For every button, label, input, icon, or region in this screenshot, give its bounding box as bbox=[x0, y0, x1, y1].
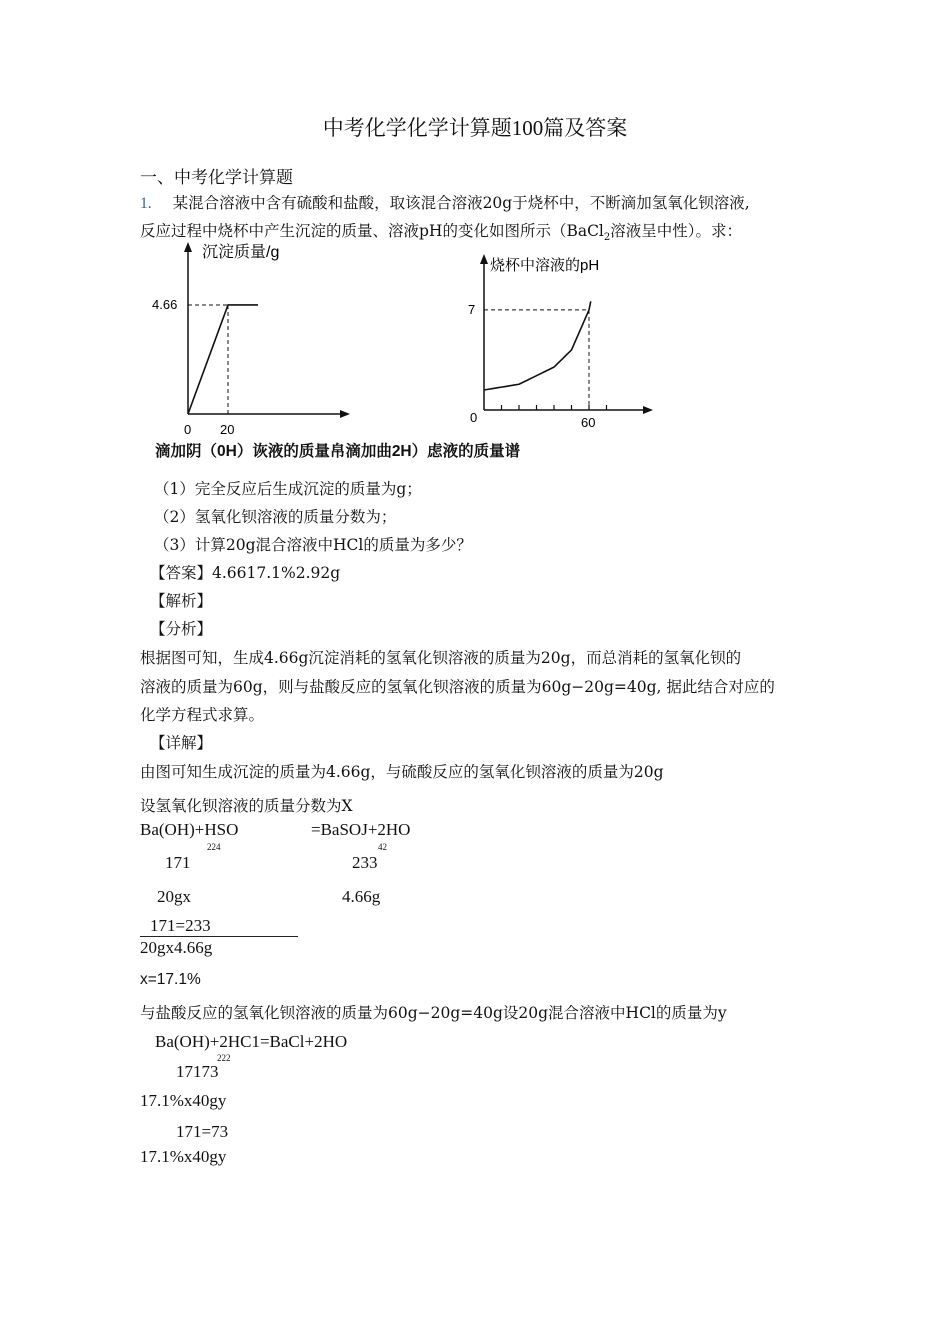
y-tick-label: 4.66 bbox=[152, 296, 178, 312]
equation-1-subscripts-left: 224 bbox=[207, 842, 221, 852]
x-tick-label-0: 0 bbox=[184, 422, 192, 437]
ph-chart bbox=[460, 250, 665, 430]
detail-line-2: 设氢氧化钡溶液的质量分数为X bbox=[140, 797, 353, 815]
answer: 【答案】4.6617.1%2.92g bbox=[150, 564, 341, 582]
equation-2: Ba(OH)+2HC1=BaCl+2HO bbox=[155, 1032, 348, 1051]
fenxi-label: 【分析】 bbox=[150, 620, 213, 638]
jiexi-label: 【解析】 bbox=[150, 592, 213, 610]
y-tick-label: 7 bbox=[468, 301, 476, 317]
analysis-line-3: 化学方程式求算。 bbox=[140, 706, 265, 724]
y-axis-arrow bbox=[480, 254, 488, 264]
series-line bbox=[188, 305, 258, 414]
chart-title: 沉淀质量/g bbox=[202, 244, 280, 261]
equation-1-left: Ba(OH)+HSO bbox=[140, 820, 239, 839]
ratio-numerator: 171=233 bbox=[150, 916, 211, 935]
graph-caption: 滴加阴（0H）诙液的质量帛滴加曲2H）虑液的质量谱 bbox=[155, 443, 521, 460]
x-axis-arrow bbox=[340, 410, 350, 418]
molar-mass-233: 233 bbox=[352, 853, 378, 872]
subscript: 2 bbox=[603, 232, 611, 244]
quantity-row-1: 17.1%x40gy bbox=[140, 1091, 227, 1110]
quantity-4-66g: 4.66g bbox=[342, 887, 381, 906]
chart-title: 烧杯中溶液的pH bbox=[490, 257, 600, 274]
section-heading: 一、中考化学计算题 bbox=[140, 168, 293, 187]
analysis-line-1: 根据图可知，生成4.66g沉淀消耗的氢氧化钡溶液的质量为20g，而总消耗的氢氧化钡的 bbox=[140, 649, 742, 667]
y-axis-arrow bbox=[184, 242, 192, 252]
ratio-2-numerator: 171=73 bbox=[176, 1122, 229, 1141]
precipitate-chart bbox=[140, 238, 370, 443]
quantity-20gx: 20gx bbox=[157, 887, 191, 906]
question-text-b: 溶液呈中性）。求： bbox=[610, 222, 743, 240]
ratio-denominator: 20gx4.66g bbox=[140, 938, 213, 957]
fraction-line bbox=[140, 936, 298, 937]
x-axis-arrow bbox=[643, 406, 653, 414]
question-number: 1. bbox=[140, 195, 152, 212]
ratio-2-denominator: 17.1%x40gy bbox=[140, 1147, 227, 1166]
sub-question-2: （2）氢氧化钡溶液的质量分数为； bbox=[154, 508, 397, 526]
sub-question-1: （1）完全反应后生成沉淀的质量为g； bbox=[154, 480, 422, 498]
x-tick-label-60: 60 bbox=[581, 415, 596, 430]
hcl-line: 与盐酸反应的氢氧化钡溶液的质量为60g−20g=40g设20g混合溶液中HCl的质量为y bbox=[140, 1004, 727, 1022]
question-text: 某混合溶液中含有硫酸和盐酸，取该混合溶液20g于烧杯中，不断滴加氢氧化钡溶液, bbox=[172, 194, 750, 212]
series-line bbox=[484, 301, 591, 390]
question-1-line-1 bbox=[140, 191, 750, 213]
sub-question-3: （3）计算20g混合溶液中HCl的质量为多少？ bbox=[154, 536, 472, 554]
x-tick-label-0: 0 bbox=[470, 410, 478, 425]
detail-line-1: 由图可知生成沉淀的质量为4.66g，与硫酸反应的氢氧化钡溶液的质量为20g bbox=[140, 763, 664, 781]
equation-2-subscripts: 222 bbox=[217, 1053, 231, 1063]
molar-mass-171-73: 17173 bbox=[176, 1062, 219, 1081]
molar-mass-171: 171 bbox=[165, 853, 191, 872]
equation-1-subscripts-right: 42 bbox=[378, 842, 387, 852]
page-title: 中考化学化学计算题100篇及答案 bbox=[322, 116, 628, 140]
analysis-line-2: 溶液的质量为60g，则与盐酸反应的氢氧化钡溶液的质量为60g−20g=40g, 据此结合对应的 bbox=[140, 678, 775, 696]
question-text-a: 反应过程中烧杯中产生沉淀的质量、溶液pH的变化如图所示（BaCl bbox=[140, 222, 604, 240]
xiangjie-label: 【详解】 bbox=[150, 734, 213, 752]
x-result: x=17.1% bbox=[140, 971, 201, 988]
x-tick-label-20: 20 bbox=[220, 422, 235, 437]
equation-1-right: =BaSOJ+2HO bbox=[311, 820, 411, 839]
